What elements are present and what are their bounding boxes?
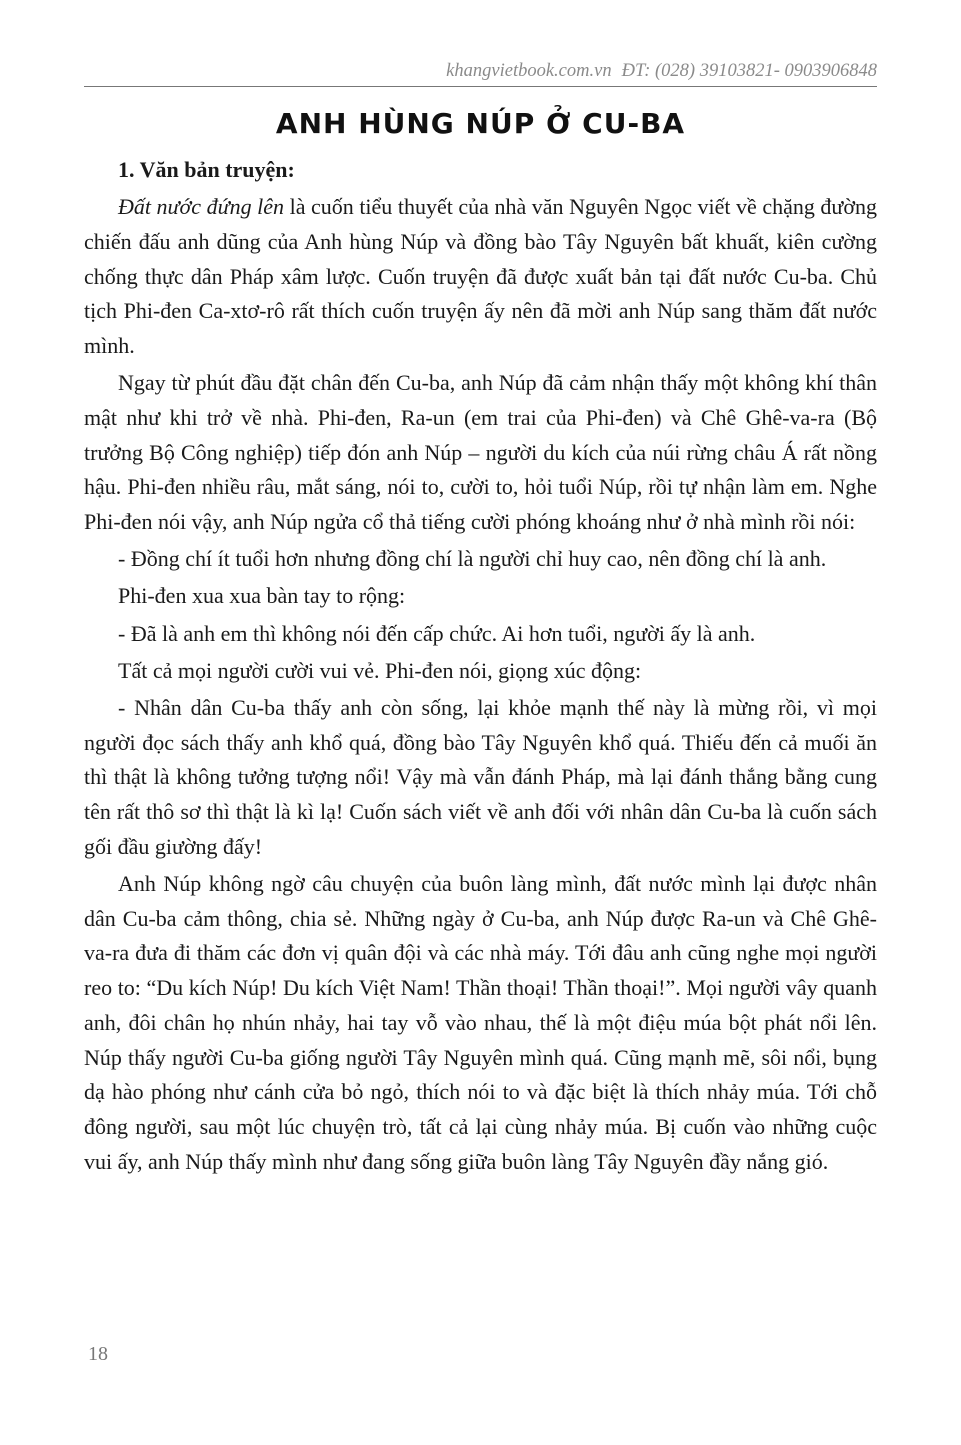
story-content xyxy=(84,153,877,1179)
paragraph-1-text: là cuốn tiểu thuyết của nhà văn Nguyên Ngọc viết về chặng đường chiến đấu anh dũng của Anh hùng Núp và đồng bào Tây Nguyên bất khuất, kiên cường chống thực dân Pháp xâm lược. Cuốn truyện đã được xuất bản tại đất nước Cu-ba. Chủ tịch Phi-đen Ca-xtơ-rô rất thích cuốn truyện ấy nên đã mời anh Núp sang thăm đất nước mình. xyxy=(84,194,877,359)
section-heading: 1. Văn bản truyện: xyxy=(118,157,295,182)
paragraph-4: Phi-đen xua xua bàn tay to rộng: xyxy=(118,583,406,609)
paragraph-6: Tất cả mọi người cười vui vẻ. Phi-đen nói, giọng xúc động: xyxy=(118,657,642,683)
book-title: Đất nước đứng lên xyxy=(118,194,285,220)
paragraph-2: Ngay từ phút đầu đặt chân đến Cu-ba, anh Núp đã cảm nhận thấy một không khí thân mật như khi trở về nhà. Phi-đen, Ra-un (em trai của Phi-đen) và Chê Ghê-va-ra (Bộ trưởng Bộ Công nghiệp) tiếp đón anh Núp – người du kích của núi rừng châu Á rất nồng hậu. Phi-đen nhiều râu, mắt sáng, nói to, cười to, hỏi tuổi Núp, rồi tự nhận làm em. Nghe Phi-đen nói vậy, anh Núp ngửa cổ thả tiếng cười phóng khoáng như ở nhà mình rồi nói: xyxy=(84,370,877,535)
page-number: 18 xyxy=(88,1343,108,1365)
page-header xyxy=(84,58,877,87)
paragraph-8: Anh Núp không ngờ câu chuyện của buôn làng mình, đất nước mình lại được nhân dân Cu-ba cảm thông, chia sẻ. Những ngày ở Cu-ba, anh Núp được Ra-un và Chê Ghê-va-ra đưa đi thăm các đơn vị quân đội và các nhà máy. Tới đâu anh cũng nghe mọi người reo to: “Du kích Núp! Du kích Việt Nam! Thần thoại! Thần thoại!”. Mọi người vây quanh anh, đôi chân họ nhún nhảy, hai tay vỗ vào nhau, thế là một điệu múa bột phát nổi lên. Núp thấy người Cu-ba giống người Tây Nguyên mình quá. Cũng mạnh mẽ, sôi nổi, bụng dạ hào phóng như cánh cửa bỏ ngỏ, thích nói to và đặc biệt là thích nhảy múa. Tới chỗ đông người, sau một lúc chuyện trò, tất cả lại cùng nhảy múa. Bị cuốn vào những cuộc vui ấy, anh Núp thấy mình như đang sống giữa buôn làng Tây Nguyên đầy nắng gió. xyxy=(84,871,877,1174)
paragraph-3: - Đồng chí ít tuổi hơn nhưng đồng chí là người chỉ huy cao, nên đồng chí là anh. xyxy=(118,546,827,572)
paragraph-7: - Nhân dân Cu-ba thấy anh còn sống, lại khỏe mạnh thế này là mừng rồi, vì mọi người đọc sách thấy anh khổ quá, đồng bào Tây Nguyên khổ quá. Thiếu đến cả muối ăn thì thật là không tưởng tượng nổi! Vậy mà vẫn đánh Pháp, mà lại đánh thắng bằng cung tên rất thô sơ thì thật là kì lạ! Cuốn sách viết về anh đối với nhân dân Cu-ba là cuốn sách gối đầu giường đấy! xyxy=(84,695,877,859)
paragraph-5: - Đã là anh em thì không nói đến cấp chức. Ai hơn tuổi, người ấy là anh. xyxy=(118,620,756,646)
paragraph-1 xyxy=(84,190,877,364)
header-website: khangvietbook.com.vn xyxy=(446,61,612,81)
story-title: ANH HÙNG NÚP Ở CU-BA xyxy=(275,107,686,140)
header-phone: ĐT: (028) 39103821- 0903906848 xyxy=(621,61,877,81)
